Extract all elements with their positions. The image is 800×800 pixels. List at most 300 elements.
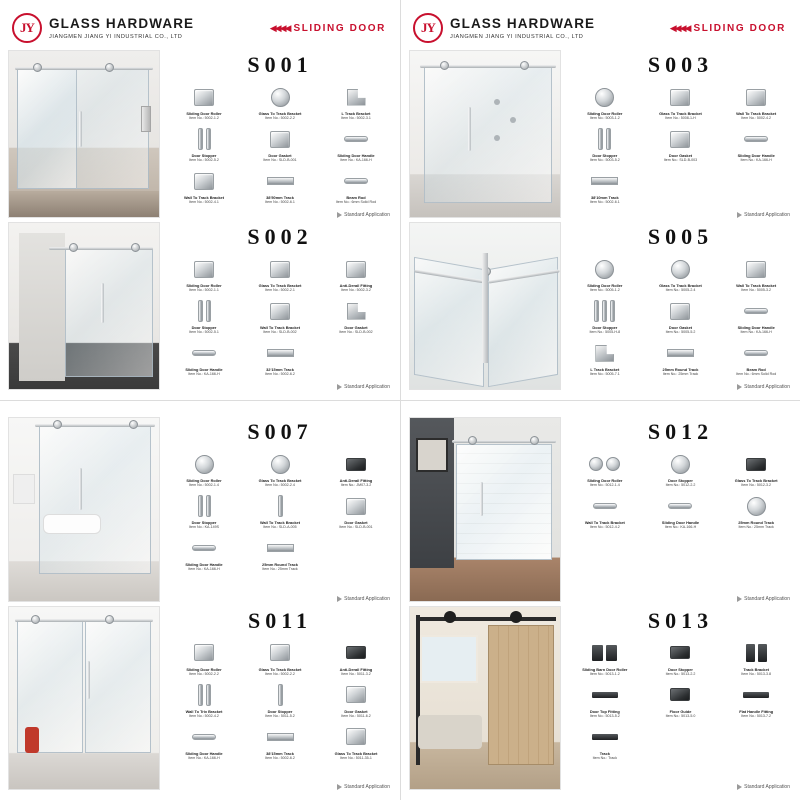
part-name: Sliding Door Roller [186,666,222,672]
product-block [409,606,792,795]
part-code: Item No.: KA-166-H [740,158,772,163]
part-icon [244,340,316,366]
part-code: Item No.: 5003-1.2 [589,116,620,121]
part-icon [569,493,641,519]
part-code: Item No.: 5013-5.2 [589,713,620,718]
brand-text [450,16,595,40]
part-item [168,535,240,572]
part-icon [168,298,240,324]
part-icon [645,126,717,152]
part-name: Sliding Door Roller [587,478,623,483]
parts-grid [569,256,792,384]
part-name: Wall To Track Bracket [584,520,625,526]
part-name: 38ʹ10mm Track [590,195,619,201]
part-name: Door Gasket [344,325,368,331]
part-name: Glass To Track Bracket [659,111,702,116]
application-note [168,784,392,790]
part-code: Item No.: 5002-6.2 [265,372,295,377]
part-name: Anti-Derail Fitting [339,666,373,672]
part-code: Item No.: 5003-5.2 [589,158,620,163]
model-number: S001 [247,52,313,77]
product-photo [8,50,160,218]
part-item [645,493,717,530]
part-name: Sliding Door Handle [737,325,775,331]
category-header [270,23,386,34]
part-name: Glass To Track Bracket [734,478,778,483]
part-name: Anti-Derail Fitting [339,283,373,288]
chevron-left-icon: ◀◀◀◀ [669,22,690,33]
part-code: Item No.: JM07-3.2 [340,483,372,488]
product-photo [8,417,160,602]
part-item [244,535,316,572]
part-name: Door Gasket [668,325,693,331]
catalog-quadrant-bottom-right [400,400,800,800]
part-icon [244,168,316,194]
part-item [168,168,240,205]
model-number: S011 [247,607,313,633]
brand-identity [413,13,595,43]
part-code: Item No.: 5002-2.1 [265,288,295,293]
application-note-en: Standard Application [744,384,790,390]
catalog-quadrant-bottom-left [0,400,400,800]
chevron-left-icon: ◀◀◀◀ [269,22,290,33]
product-photo [409,417,561,602]
part-icon [168,340,240,366]
part-item [320,168,392,205]
part-item [569,126,641,163]
part-icon [244,640,316,666]
part-name: Glass To Track Bracket [258,666,302,672]
part-item [244,168,316,205]
product-block [8,417,392,606]
part-name: 25mm Round Track [738,520,775,526]
part-item [320,682,392,719]
part-item [168,493,240,530]
product-spec [569,417,792,602]
part-name: Anti-Derail Fitting [339,478,373,483]
part-name: Door Stopper [191,325,217,331]
part-code: Item No.: 5005-1.2 [589,288,620,293]
part-item [569,640,641,677]
product-spec [569,222,792,390]
part-name: Sliding Barn Door Roller [582,666,628,672]
part-code: Item No.: 5002-2.2 [189,671,219,676]
part-item [168,84,240,121]
brand-header [409,10,792,50]
parts-grid [168,256,392,384]
part-icon [168,84,240,110]
part-icon [645,84,717,110]
part-code: Item No.: 5002-1.1 [189,288,219,293]
part-item [320,298,392,335]
part-item [244,256,316,293]
part-name: Floor Guide [669,708,692,714]
application-note-en: Standard Application [344,384,390,390]
part-name: Door Stopper [191,520,217,526]
part-name: Wall To Track Bracket [736,283,777,288]
model-number: S012 [647,419,714,444]
part-icon [569,724,641,750]
part-icon [569,298,641,324]
part-item [244,493,316,530]
part-code: Item No.: SLD-B-003 [663,158,698,163]
part-code: Item No.: 5013-3.8 [741,671,772,676]
part-item [569,340,641,377]
part-code: Item No.: 5002-6.1 [265,200,295,205]
part-name: 25mm Round Track [662,367,699,373]
part-item [720,126,792,163]
part-icon [168,682,240,708]
part-item [244,682,316,719]
part-item [720,298,792,335]
part-code: Item No.: 5011-3.2 [341,671,371,676]
part-name: L Track Bracket [590,367,620,373]
application-note [168,596,392,602]
application-note-en: Standard Application [744,212,790,218]
part-name: Door Gasket [344,520,368,526]
part-item [320,451,392,488]
part-name: Wall To Track Bracket [183,195,224,201]
part-code: Item No.: 5008-1-H [665,116,696,121]
product-block [8,222,392,394]
product-spec [168,417,392,602]
part-name: Door Stopper [592,153,618,159]
part-item [720,451,792,488]
part-name: Glass To Track Bracket [258,111,302,116]
part-icon [320,682,392,708]
part-name: Sliding Door Handle [661,520,700,526]
catalog-quadrant-top-right [400,0,800,400]
part-code: Item No.: KA-166-H [340,158,372,163]
part-name: 32ʹ15mm Track [266,367,294,373]
part-code: Item No.: 5002-3.1 [341,116,371,121]
part-icon [645,451,717,477]
part-name: Sliding Door Handle [185,367,223,373]
part-icon [645,340,717,366]
part-name: Door Stopper [592,325,618,331]
part-code: Item No.: 5002-2.4 [265,483,295,488]
application-note [569,784,792,790]
application-note [168,212,392,218]
part-item [569,451,641,488]
part-name: Glass To Track Bracket [659,283,702,288]
product-block [409,50,792,222]
part-code: Item No.: 5002-6.2 [265,755,295,760]
product-photo [8,606,160,791]
part-icon [569,451,641,477]
part-name: Flat Handle Fitting [739,708,774,714]
product-photo [8,222,160,390]
part-code: Item No.: 6mm Solid Rod [736,372,777,377]
part-code: Item No.: 5012-4.2 [589,525,620,530]
part-code: Item No.: 5002-2.2 [265,671,295,676]
application-note-en: Standard Application [344,212,390,218]
parts-grid [569,640,792,785]
part-icon [320,126,392,152]
part-icon [320,724,392,750]
part-name: Door Stopper [267,708,293,714]
part-icon [720,640,792,666]
part-icon [320,84,392,110]
part-name: Sliding Door Handle [337,153,375,159]
application-note [569,384,792,390]
product-spec [168,50,392,218]
part-code: Item No.: 5005-5.2 [665,330,696,335]
part-icon [645,640,717,666]
triangle-icon [337,212,342,218]
part-item [645,126,717,163]
part-name: Sliding Door Roller [186,283,222,288]
part-name: Sliding Door Roller [186,111,222,116]
part-icon [720,682,792,708]
part-icon [168,451,240,477]
part-icon [569,682,641,708]
part-icon [168,640,240,666]
part-item [645,256,717,293]
category-label: SLIDING DOOR [693,22,786,34]
part-icon [720,340,792,366]
part-name: Door Stopper [668,478,693,483]
triangle-icon [737,212,742,218]
model-number: S003 [647,52,714,77]
part-name: Sliding Door Roller [587,283,623,288]
part-item [168,126,240,163]
triangle-icon [737,384,742,390]
part-code: Item No.: 25mm Track [738,525,774,530]
part-icon [720,298,792,324]
part-code: Item No.: 5013-2.2 [665,671,696,676]
part-icon [244,724,316,750]
part-icon [645,682,717,708]
part-code: Item No.: 5005-7.1 [589,372,620,377]
part-name: Wall To Track Bracket [259,520,300,526]
part-code: Item No.: SLD-B-002 [339,330,373,335]
part-code: Item No.: KA-149S [189,525,219,530]
model-number: S005 [647,224,714,249]
part-code: Item No.: 5002-6.1 [589,200,620,205]
part-icon [569,640,641,666]
parts-grid [569,84,792,212]
part-item [244,640,316,677]
part-code: Item No.: SLD-B-002 [263,330,297,335]
part-code: Item No.: SLD-A-005 [263,525,297,530]
part-name: 25mm Round Track [262,562,298,568]
part-item [168,682,240,719]
part-code: Item No.: KA-166-H [740,330,772,335]
part-code: Item No.: 5002-5.2 [189,158,219,163]
part-code: Item No.: 25mm Track [262,567,298,572]
part-code: Item No.: 6mm Solid Rod [335,200,377,205]
part-item [168,340,240,377]
part-icon [320,493,392,519]
part-item [320,493,392,530]
part-code: Item No.: 5012-3.2 [741,483,772,488]
part-icon [720,493,792,519]
product-photo [409,606,561,791]
part-code: Item No.: Track [592,755,618,760]
part-icon [244,682,316,708]
part-code: Item No.: KA-166-H [188,372,220,377]
part-name: Sliding Door Handle [185,750,223,756]
part-name: Glass To Track Bracket [334,750,378,756]
part-icon [244,493,316,519]
part-item [320,724,392,761]
part-item [320,126,392,163]
part-icon [569,340,641,366]
part-name: Door Stopper [668,666,693,672]
parts-grid [569,451,792,596]
part-item [244,340,316,377]
part-icon [645,298,717,324]
part-icon [320,640,392,666]
part-icon [320,298,392,324]
triangle-icon [337,784,342,790]
part-icon [168,724,240,750]
part-name: Sliding Door Roller [186,478,222,483]
part-code: Item No.: 5002-1.2 [189,116,219,121]
part-code: Item No.: SLD-B-001 [339,525,373,530]
part-icon [569,256,641,282]
part-code: Item No.: 5012-2.2 [665,483,696,488]
part-name: Track [599,750,610,756]
part-code: Item No.: 5011-6.2 [341,713,371,718]
part-icon [645,256,717,282]
part-icon [168,493,240,519]
part-icon [569,84,641,110]
part-icon [244,535,316,561]
part-code: Item No.: 5013-1.2 [589,671,620,676]
part-code: Item No.: 5005-H-8 [589,330,621,335]
part-item [244,298,316,335]
part-code: Item No.: 5011-5.2 [265,713,295,718]
part-icon [168,256,240,282]
product-spec [569,606,792,791]
product-spec [168,222,392,390]
application-note-en: Standard Application [744,595,790,602]
part-name: L Track Bracket [341,111,371,116]
application-note [569,596,792,602]
part-code: Item No.: 5002-2.2 [265,116,295,121]
part-item [569,682,641,719]
part-name: Door Gasket [344,708,368,714]
part-icon [168,535,240,561]
part-icon [320,256,392,282]
part-item [320,640,392,677]
part-item [168,256,240,293]
brand-subtitle: JIANGMEN JIANG YI INDUSTRIAL CO., LTD [49,33,183,40]
part-code: Item No.: 5011-35-1 [340,755,372,760]
brand-title: GLASS HARDWARE [49,16,195,32]
brand-text [49,16,194,40]
part-item [720,682,792,719]
part-code: Item No.: 5002-4.2 [189,713,219,718]
part-icon [720,84,792,110]
part-icon [244,298,316,324]
part-code: Item No.: 5005-3.2 [741,288,772,293]
part-icon [720,451,792,477]
part-name: Beam Rod [746,367,766,373]
part-item [168,451,240,488]
part-item [320,256,392,293]
application-note [168,384,392,390]
part-item [244,724,316,761]
part-name: Sliding Door Roller [587,111,623,116]
product-block [8,606,392,795]
part-icon [720,256,792,282]
part-code: Item No.: KA-166-H [188,755,220,760]
part-name: 38ʹ50mm Track [266,195,294,201]
part-icon [168,126,240,152]
brand-subtitle: JIANGMEN JIANG YI INDUSTRIAL CO., LTD [450,33,584,40]
application-note-en: Standard Application [344,595,390,602]
part-name: Glass To Track Bracket [258,478,302,483]
part-name: Wall To Trix Bracket [185,708,223,714]
part-item [320,84,392,121]
part-item [720,340,792,377]
category-header [670,23,786,34]
part-code: Item No.: 5005-2.4 [665,288,696,293]
part-code: Item No.: 5012-1.4 [589,483,620,488]
part-item [168,298,240,335]
part-icon [569,168,641,194]
part-code: Item No.: 5002-5.1 [189,330,219,335]
part-item [645,682,717,719]
company-logo-icon: JY [413,13,443,43]
part-icon [569,126,641,152]
part-icon [645,493,717,519]
product-spec [168,606,392,791]
part-code: Item No.: 25mm Track [662,372,699,377]
part-code: Item No.: 5002-4.2 [741,116,772,121]
part-icon [244,84,316,110]
parts-grid [168,84,392,212]
product-photo [409,50,561,218]
part-item [720,640,792,677]
part-item [244,126,316,163]
triangle-icon [737,784,742,790]
part-icon [244,256,316,282]
model-number: S007 [247,419,313,444]
part-name: Door Gasket [668,153,693,159]
part-item [569,84,641,121]
part-name: Door Top Fitting [589,708,620,714]
triangle-icon [737,596,742,602]
application-note [569,212,792,218]
application-note-en: Standard Application [744,784,790,790]
part-icon [720,126,792,152]
company-logo-icon: JY [12,13,42,43]
part-code: Item No.: 5013-5.0 [665,713,696,718]
parts-grid [168,451,392,596]
part-name: Door Gasket [268,153,292,159]
model-number: S002 [247,224,313,249]
part-name: Wall To Track Bracket [736,111,777,116]
part-item [569,298,641,335]
part-code: Item No.: KA-166-H [188,567,220,572]
product-spec [569,50,792,218]
parts-grid [168,640,392,785]
part-item [569,493,641,530]
part-item [645,84,717,121]
part-name: Door Stopper [191,153,217,159]
part-name: Sliding Door Handle [737,153,775,159]
part-item [244,84,316,121]
brand-title: GLASS HARDWARE [450,16,596,32]
part-icon [244,451,316,477]
part-name: Beam Rod [346,195,366,201]
category-label: SLIDING DOOR [293,22,386,34]
part-code: Item No.: SLD-B-001 [263,158,297,163]
